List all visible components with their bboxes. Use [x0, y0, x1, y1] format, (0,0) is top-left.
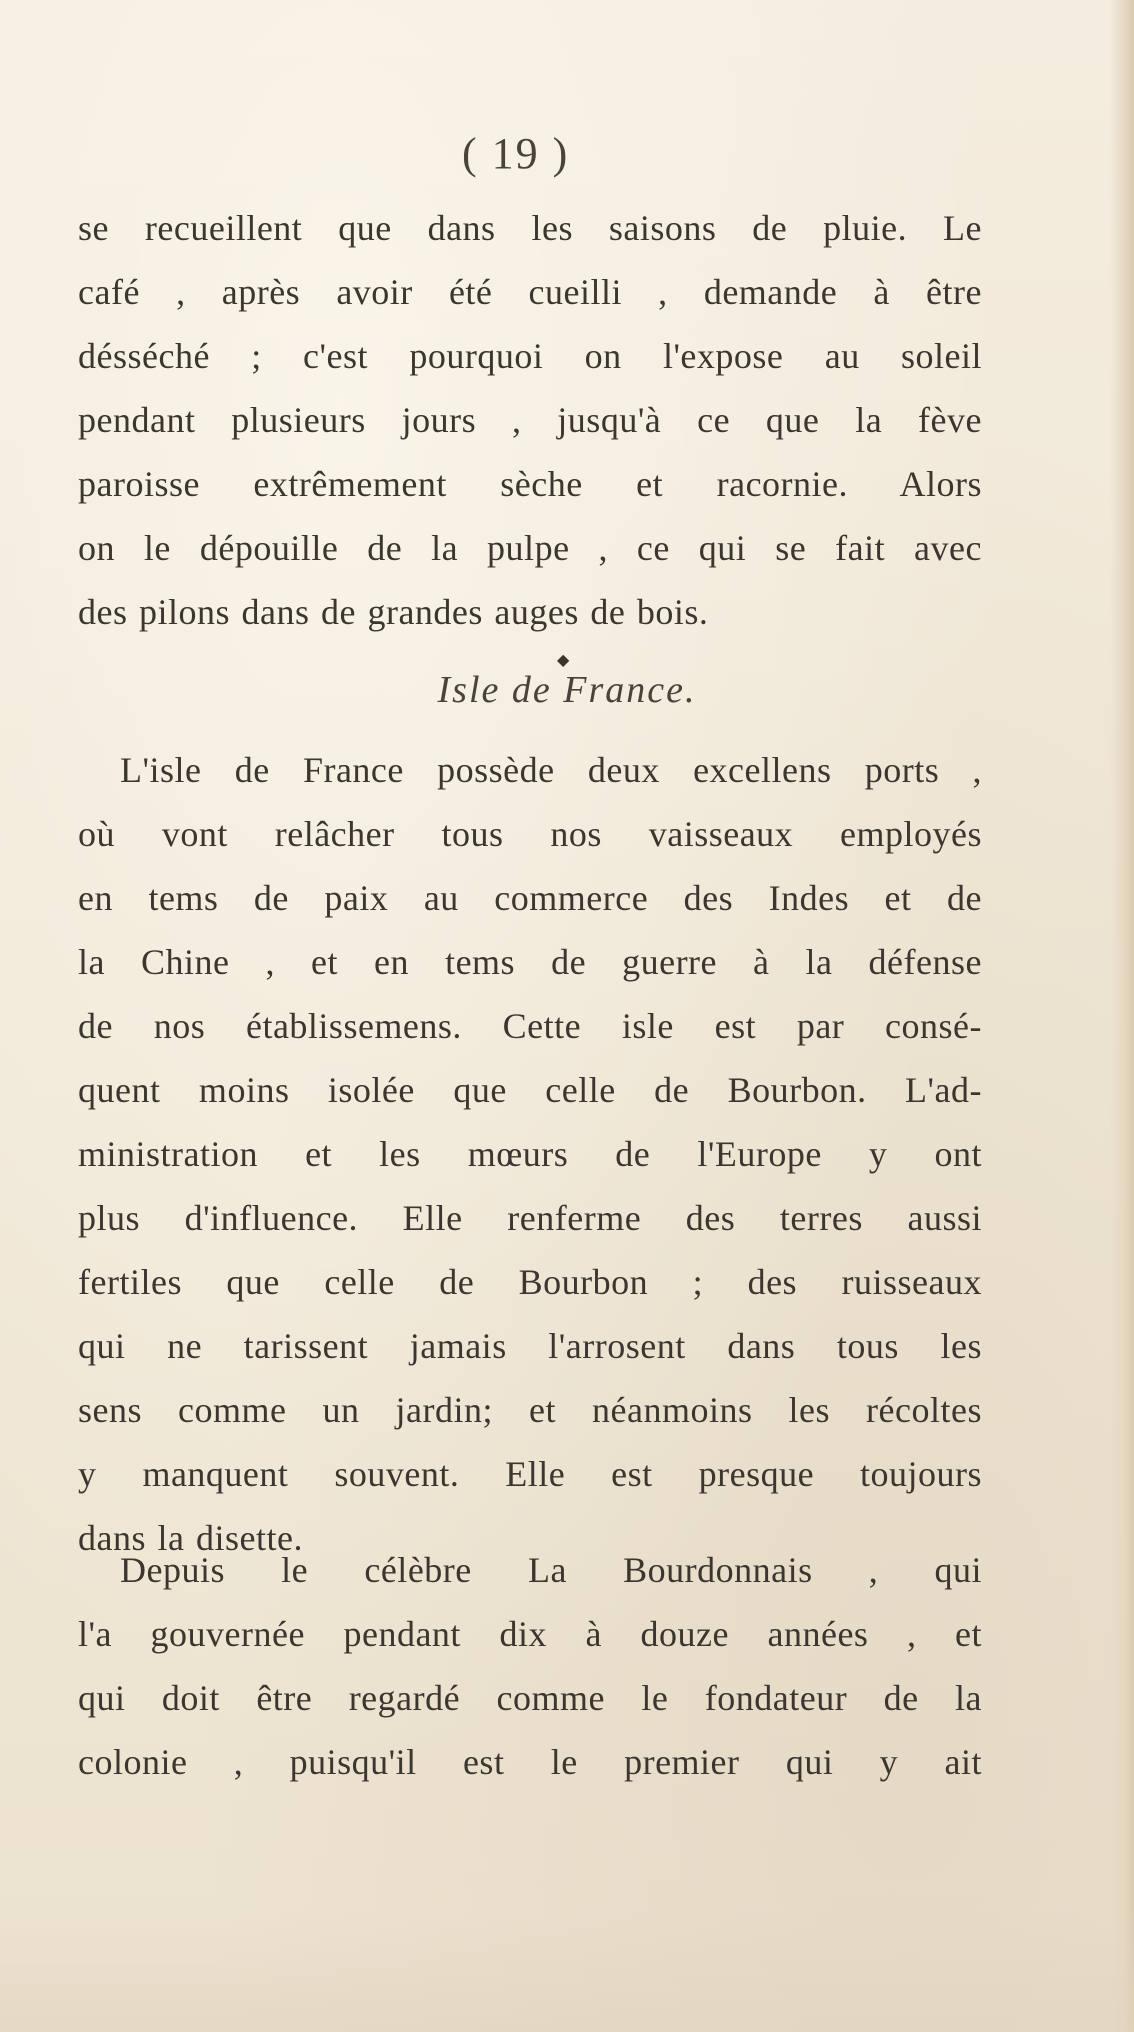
- text-line: la Chine , et en tems de guerre à la défense: [78, 942, 982, 982]
- page-edge: [1110, 0, 1134, 2032]
- text-line: l'a gouvernée pendant dix à douze années , et: [78, 1614, 982, 1654]
- text-line: paroisse extrêmement sèche et racornie. Alors: [78, 464, 982, 504]
- section-heading: [0, 652, 1134, 712]
- section-heading-text: Isle de France.: [437, 669, 697, 711]
- text-line: ministration et les mœurs de l'Europe y ont: [78, 1134, 982, 1174]
- text-line: colonie , puisqu'il est le premier qui y ait: [78, 1742, 982, 1782]
- text-line: désséché ; c'est pourquoi on l'expose au soleil: [78, 336, 982, 376]
- text-line: se recueillent que dans les saisons de pluie. Le: [78, 208, 982, 248]
- text-line: y manquent souvent. Elle est presque toujours: [78, 1454, 982, 1494]
- text-line: pendant plusieurs jours , jusqu'à ce que la fève: [78, 400, 982, 440]
- text-line: sens comme un jardin; et néanmoins les récoltes: [78, 1390, 982, 1430]
- text-line: qui doit être regardé comme le fondateur de la: [78, 1678, 982, 1718]
- text-line: dans la disette.: [78, 1518, 303, 1558]
- text-line: Depuis le célèbre La Bourdonnais , qui: [120, 1550, 982, 1590]
- text-line: qui ne tarissent jamais l'arrosent dans tous les: [78, 1326, 982, 1366]
- paragraph-coffee: [78, 196, 982, 644]
- page-shadow: [0, 1912, 1134, 2032]
- page-number: ( 19 ): [462, 129, 570, 178]
- text-line: fertiles que celle de Bourbon ; des ruisseaux: [78, 1262, 982, 1302]
- text-line: où vont relâcher tous nos vaisseaux employés: [78, 814, 982, 854]
- text-line: plus d'influence. Elle renferme des terres aussi: [78, 1198, 982, 1238]
- text-line: des pilons dans de grandes auges de bois.: [78, 592, 709, 632]
- paragraph-isle-de-france: [78, 738, 982, 1570]
- text-line: L'isle de France possède deux excellens ports ,: [120, 750, 982, 790]
- text-line: on le dépouille de la pulpe , ce qui se fait avec: [78, 528, 982, 568]
- text-line: en tems de paix au commerce des Indes et de: [78, 878, 982, 918]
- text-line: de nos établissemens. Cette isle est par consé-: [78, 1006, 982, 1046]
- paragraph-la-bourdonnais: [78, 1538, 982, 1794]
- text-line: quent moins isolée que celle de Bourbon. L'ad-: [78, 1070, 982, 1110]
- text-line: café , après avoir été cueilli , demande à être: [78, 272, 982, 312]
- ink-mark: ◆: [557, 652, 572, 669]
